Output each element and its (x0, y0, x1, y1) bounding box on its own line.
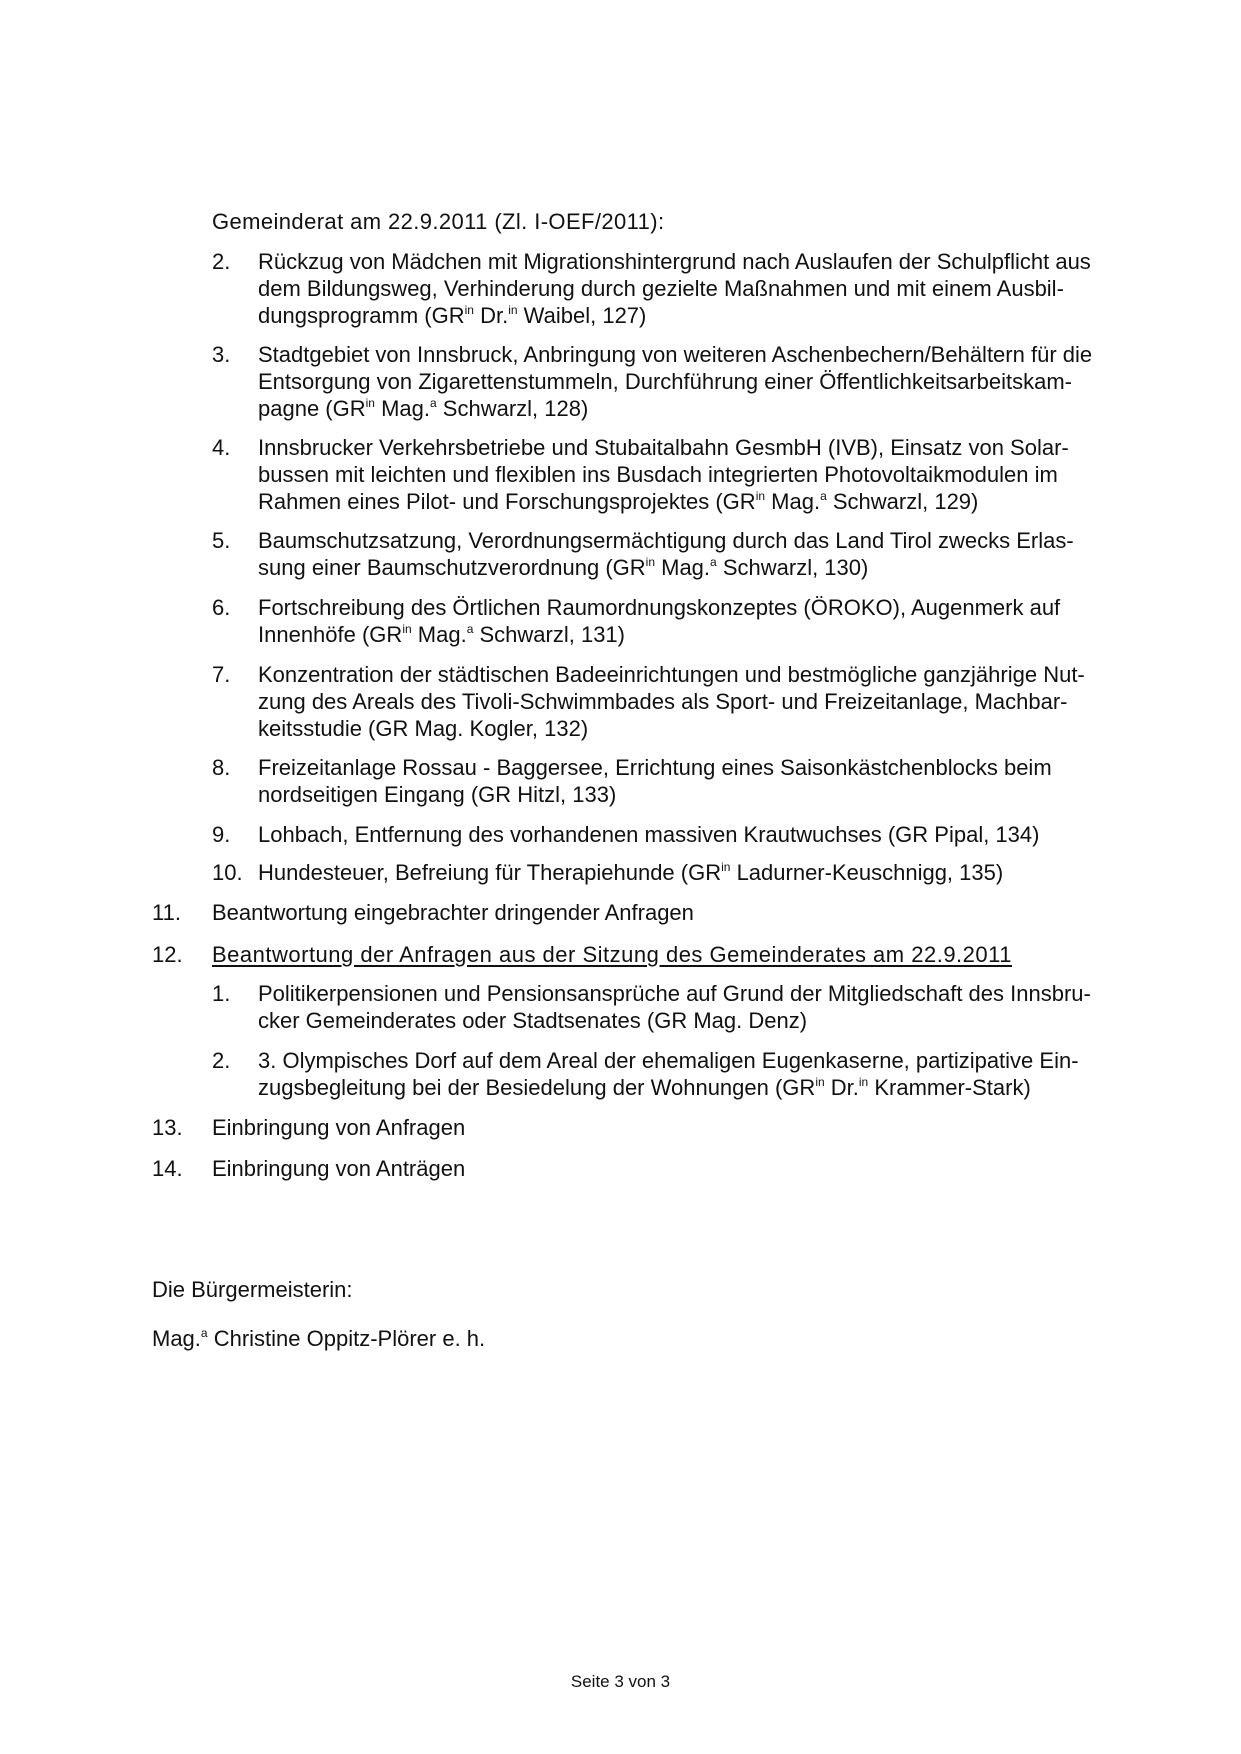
item-text (258, 661, 1148, 742)
item-number: 12. (152, 942, 183, 967)
item-line: keitsstudie (GR Mag. Kogler, 132) (258, 716, 589, 741)
item-text (258, 594, 1148, 648)
item-text (258, 527, 1148, 581)
item-number: 4. (212, 435, 231, 460)
item-line: bussen mit leichten und flexiblen ins Busdach integrierten Photovoltaikmodulen im (258, 462, 1058, 487)
item-text (258, 434, 1148, 515)
item-text (258, 248, 1148, 329)
item-text (258, 1047, 1148, 1101)
item-number: 2. (212, 1048, 231, 1073)
item-number: 3. (212, 342, 231, 367)
item-line: Hundesteuer, Befreiung für Therapiehunde ($GR^{in}$ Ladurner-Keuschnigg, 135) (258, 860, 1004, 885)
item-line: Politikerpensionen und Pensionsansprüche auf Grund der Mitgliedschaft des Innsbru- (258, 981, 1091, 1006)
item-line: Fortschreibung des Örtlichen Raumordnungskonzeptes (ÖROKO), Augenmerk auf (258, 595, 1061, 620)
item-line: dem Bildungsweg, Verhinderung durch gezielte Maßnahmen und mit einem Ausbil- (258, 276, 1064, 301)
item-line: dungsprogramm ($GR^{in}$ Dr.$^{in}$ Waibel, 127) (258, 303, 647, 328)
item-line: Rahmen eines Pilot- und Forschungsprojektes ($GR^{in}$ Mag.$^a$ Schwarzl, 129) (258, 489, 979, 514)
item-number: 9. (212, 822, 231, 847)
item-line: Baumschutzsatzung, Verordnungsermächtigung durch das Land Tirol zwecks Erlas- (258, 528, 1074, 553)
item-number: 1. (212, 981, 231, 1006)
item-number: 5. (212, 528, 231, 553)
section-heading: Gemeinderat am 22.9.2011 (Zl. I-OEF/2011): (212, 209, 665, 234)
item-text (258, 980, 1148, 1034)
item-number: 7. (212, 662, 231, 687)
signature-line: Mag.$^a$ Christine Oppitz-Plörer e. h. (152, 1326, 486, 1351)
item-line: 3. Olympisches Dorf auf dem Areal der ehemaligen Eugenkaserne, partizipative Ein- (258, 1048, 1079, 1073)
item-text: Beantwortung der Anfragen aus der Sitzung des Gemeinderates am 22.9.2011 (212, 942, 1012, 967)
item-number: 10. (212, 860, 243, 885)
item-text: Einbringung von Anträgen (212, 1156, 466, 1181)
item-number: 2. (212, 249, 231, 274)
item-text: Einbringung von Anfragen (212, 1115, 466, 1140)
item-line: Entsorgung von Zigarettenstummeln, Durchführung einer Öffentlichkeitsarbeitskam- (258, 369, 1072, 394)
item-text: Beantwortung eingebrachter dringender Anfragen (212, 900, 694, 925)
page-footer: Seite 3 von 3 (570, 1672, 671, 1691)
item-line: Freizeitanlage Rossau - Baggersee, Errichtung eines Saisonkästchenblocks beim (258, 755, 1052, 780)
item-text (258, 821, 1148, 848)
item-number: 8. (212, 755, 231, 780)
item-text (258, 341, 1148, 422)
item-line: zung des Areals des Tivoli-Schwimmbades als Sport- und Freizeitanlage, Machbar- (258, 689, 1068, 714)
closing-role: Die Bürgermeisterin: (152, 1277, 353, 1302)
item-line: Lohbach, Entfernung des vorhandenen massiven Krautwuchses (GR Pipal, 134) (258, 822, 1040, 847)
item-line: Innenhöfe ($GR^{in}$ Mag.$^a$ Schwarzl, 131) (258, 622, 625, 647)
item-line: Innsbrucker Verkehrsbetriebe und Stubaitalbahn GesmbH (IVB), Einsatz von Solar- (258, 435, 1069, 460)
item-line: Stadtgebiet von Innsbruck, Anbringung von weiteren Aschenbechern/Behältern für die (258, 342, 1093, 367)
item-line: nordseitigen Eingang (GR Hitzl, 133) (258, 782, 617, 807)
item-number: 13. (152, 1115, 183, 1140)
item-number: 14. (152, 1156, 183, 1181)
item-text (258, 859, 1148, 886)
item-line: Rückzug von Mädchen mit Migrationshintergrund nach Auslaufen der Schulpflicht aus (258, 249, 1091, 274)
item-text (258, 754, 1148, 808)
item-number: 11. (152, 900, 181, 925)
item-line: pagne ($GR^{in}$ Mag.$^a$ Schwarzl, 128) (258, 396, 589, 421)
item-line: zugsbegleitung bei der Besiedelung der Wohnungen ($GR^{in}$ Dr.$^{in}$ Krammer-Stark) (258, 1075, 1031, 1100)
item-number: 6. (212, 595, 231, 620)
item-line: cker Gemeinderates oder Stadtsenates (GR Mag. Denz) (258, 1008, 808, 1033)
item-line: sung einer Baumschutzverordnung ($GR^{in}$ Mag.$^a$ Schwarzl, 130) (258, 555, 869, 580)
item-line: Konzentration der städtischen Badeeinrichtungen und bestmögliche ganzjährige Nut- (258, 662, 1085, 687)
